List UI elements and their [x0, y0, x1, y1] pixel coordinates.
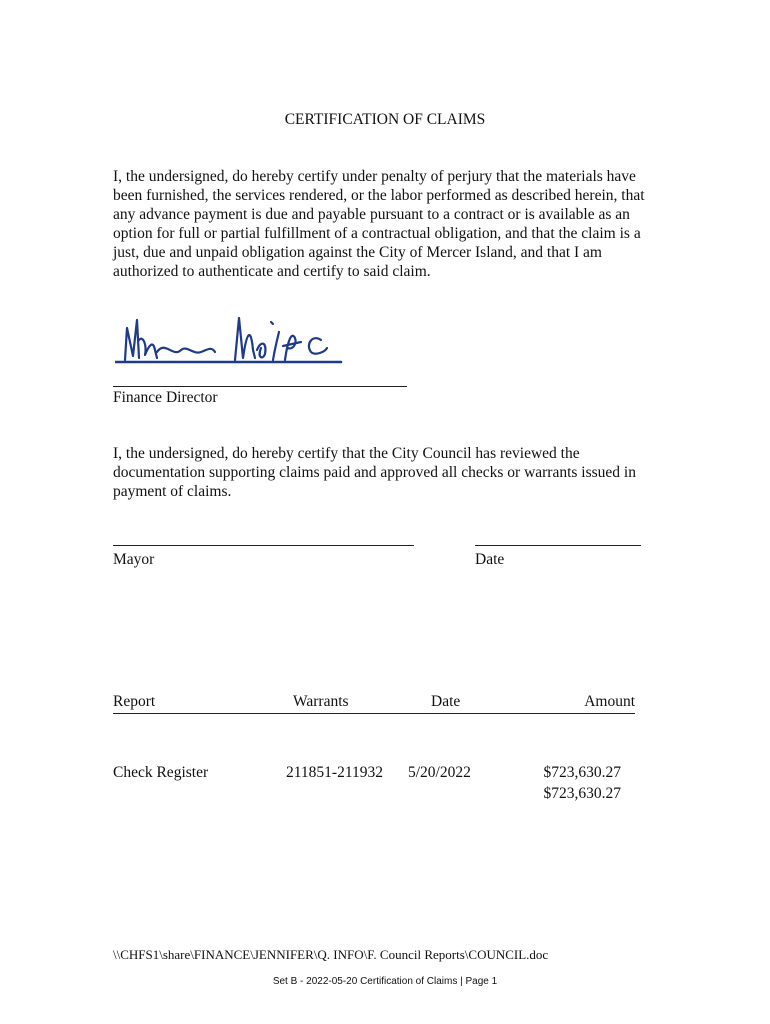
mayor-label: Mayor [113, 551, 155, 568]
header-warrants: Warrants [293, 693, 349, 710]
mayor-signature-line [113, 545, 414, 546]
cell-date: 5/20/2022 [408, 764, 471, 781]
page-footer: Set B - 2022-05-20 Certification of Claims | Page 1 [272, 976, 498, 987]
date-signature-line [475, 545, 641, 546]
file-path: \\CHFS1\share\FINANCE\JENNIFER\Q. INFO\F. Council Reports\COUNCIL.doc [113, 947, 549, 962]
header-report: Report [113, 693, 156, 710]
claims-table-header [113, 693, 635, 714]
total-amount: $723,630.27 [543, 785, 621, 802]
header-amount: Amount [584, 693, 635, 710]
council-certification-paragraph: I, the undersigned, do hereby certify that the City Council has reviewed the documentation supporting claims paid and approved all checks or warrants issued in payment of claims. [113, 445, 636, 500]
finance-director-label: Finance Director [113, 389, 218, 406]
finance-director-signature-line [113, 386, 407, 387]
cell-amount: $723,630.27 [543, 764, 621, 781]
header-date: Date [431, 693, 461, 710]
certification-paragraph: I, the undersigned, do hereby certify under penalty of perjury that the materials have been furnished, the services rendered, or the labor performed as described herein, that any advance payment is due and payable pursuant to a contract or is available as an option for full or partial fulfillment of a contractual obligation, and that the claim is a just, due and unpaid obligation against the City of Mercer Island, and that I am authorized to authenticate and certify to said claim. [113, 168, 645, 280]
date-label: Date [475, 551, 505, 568]
finance-director-signature [115, 300, 345, 370]
document-title: CERTIFICATION OF CLAIMS [284, 111, 486, 128]
cell-warrants: 211851-211932 [286, 764, 384, 781]
cell-report: Check Register [113, 764, 209, 781]
